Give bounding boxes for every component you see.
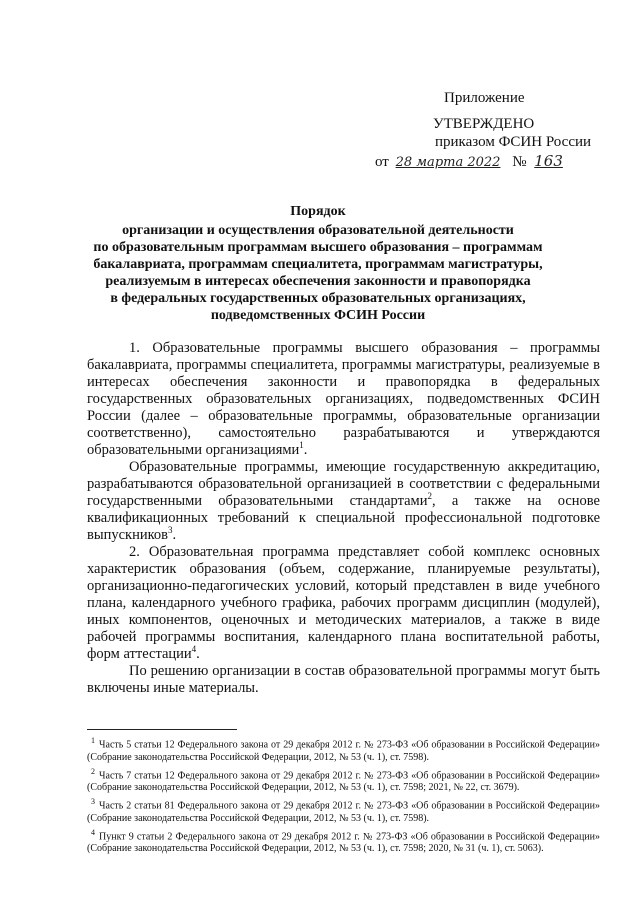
footnote-divider (87, 729, 237, 730)
footnote: $^1$ Часть 5 статьи 12 Федерального закона от 29 декабря 2012 г. № 273-ФЗ «Об образовании в Российской Федерации» (Собрание законодательства Российской Федерации, 2012, № 53 (ч. 1), ст. 7598). (87, 736, 600, 763)
title-line: реализуемым в интересах обеспечения законности и правопорядка (105, 274, 531, 289)
title-line: подведомственных ФСИН России (210, 308, 426, 323)
approved-by-order: приказом ФСИН России (435, 134, 592, 150)
title-line: организации и осуществления образовательной деятельности (122, 223, 514, 238)
number-prefix: № (512, 154, 527, 170)
paragraph: 1. Образовательные программы высшего образования – программы бакалавриата, программы специалитета, программы магистратуры, реализуемые в интересах обеспечения законности и правопорядка в федеральных государственных образовательных организациях, подведомственных ФСИН России (далее – образовательные программы, образовательные организации соответственно), самостоятельно разрабатываются и утверждаются образовательными организациями$^1$. (87, 340, 600, 458)
approval-block (433, 115, 593, 151)
footnote: $^4$ Пункт 9 статьи 2 Федерального закона от 29 декабря 2012 г. № 273-ФЗ «Об образовании в Российской Федерации» (Собрание законодательства Российской Федерации, 2012, № 53 (ч. 1), ст. 7598; 2020, № 31 (ч. 1), ст. 5063). (87, 827, 600, 855)
order-date-number (375, 152, 563, 174)
footnote: $^2$ Часть 7 статьи 12 Федерального закона от 29 декабря 2012 г. № 273-ФЗ «Об образовании в Российской Федерации» (Собрание законодательства Российской Федерации, 2012, № 53 (ч. 1), ст. 7598; 2021, № 22, ст. 3679). (87, 766, 600, 794)
title-line: Порядок (290, 204, 346, 219)
footnote-ref: 3 (168, 525, 173, 536)
paragraph: Образовательные программы, имеющие государственную аккредитацию, разрабатываются образовательной организацией в соответствии с федеральными государственными образовательными стандартами$^2$, а также на основе квалификационных требований к специальной профессиональной подготовке выпускников$^3$. (87, 459, 600, 543)
handwritten-number: 163 (534, 152, 563, 170)
footnote: $^3$ Часть 2 статьи 81 Федерального закона от 29 декабря 2012 г. № 273-ФЗ «Об образовании в Российской Федерации» (Собрание законодательства Российской Федерации, 2012, № 53 (ч. 1), ст. 7598). (87, 797, 600, 824)
date-prefix: от (375, 154, 389, 170)
footnotes (87, 735, 600, 857)
title-line: по образовательным программам высшего образования – программам (93, 240, 543, 255)
appendix-label: Приложение (444, 90, 525, 106)
paragraph: По решению организации в состав образовательной программы могут быть включены иные материалы. (87, 663, 600, 696)
title-line: в федеральных государственных образовательных организациях, (110, 291, 526, 306)
footnote-ref: 4 (191, 644, 197, 655)
paragraph: 2. Образовательная программа представляет собой комплекс основных характеристик образования (объем, содержание, планируемые результаты), организационно-педагогических условий, который представлен в виде учебного плана, календарного учебного графика, рабочих программ дисциплин (модулей), иных компонентов, оценочных и методических материалов, а также в виде рабочей программы воспитания, календарного плана воспитательной работы, форм аттестации$^4$. (87, 544, 600, 662)
document-body (87, 340, 600, 697)
handwritten-date: 28 марта 2022 (395, 155, 501, 170)
document-title (88, 203, 548, 324)
title-line: бакалавриата, программам специалитета, программам магистратуры, (93, 257, 543, 272)
footnote-ref: 1 (299, 440, 304, 451)
footnote-ref: 2 (427, 491, 432, 502)
approved-label: УТВЕРЖДЕНО (433, 116, 535, 132)
